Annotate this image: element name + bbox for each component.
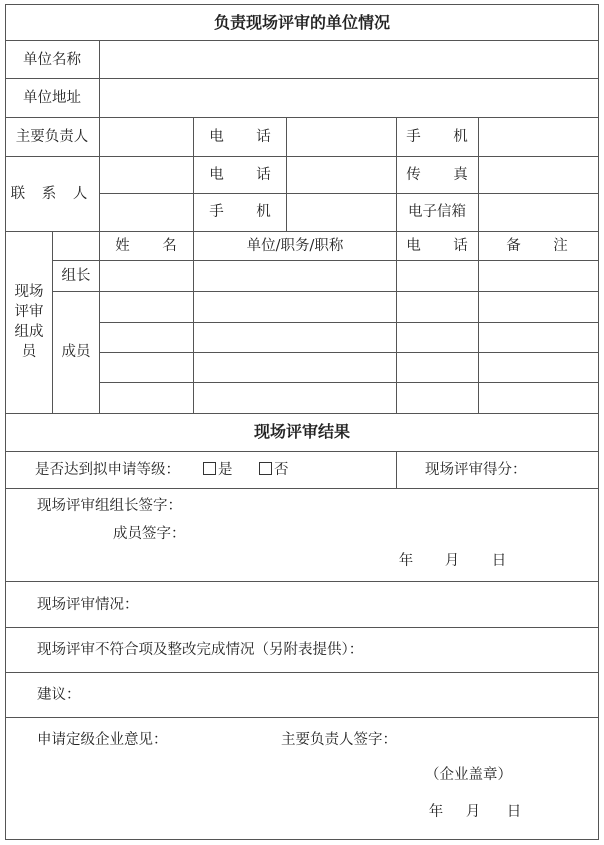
yes-checkbox-box	[203, 462, 216, 475]
member-label: 成员	[61, 344, 91, 360]
unit-name-label: 单位名称	[23, 52, 81, 68]
col-phone-header: 电 话	[406, 238, 482, 254]
team-group-label: 现场评审组成员	[14, 284, 44, 360]
date-month: 月	[444, 553, 460, 569]
col-name-header: 姓 名	[115, 238, 191, 254]
final-date-month: 月	[465, 804, 481, 820]
no-option-label: 否	[274, 462, 289, 478]
phone-label: 电 话	[209, 129, 285, 145]
leader-label: 组长	[61, 268, 91, 284]
col-position-header: 单位/职务/职称	[246, 238, 344, 254]
unit-address-label: 单位地址	[23, 90, 81, 106]
leader-sign-label: 现场评审组组长签字：	[37, 498, 182, 514]
mobile-label: 手 机	[406, 129, 482, 145]
section-title-unit: 负责现场评审的单位情况	[213, 13, 391, 32]
yes-option-label: 是	[218, 462, 233, 478]
company-seal-label: （企业盖章）	[425, 767, 512, 783]
no-checkbox[interactable]	[259, 461, 289, 479]
enterprise-opinion-label: 申请定级企业意见：	[37, 732, 168, 748]
situation-label: 现场评审情况：	[37, 597, 139, 613]
final-date-year: 年	[428, 804, 444, 820]
yes-checkbox[interactable]	[203, 461, 233, 479]
level-question: 是否达到拟申请等级：	[35, 462, 180, 478]
score-label: 现场评审得分：	[425, 462, 527, 478]
contact-phone-label: 电 话	[209, 167, 285, 183]
main-person-label: 主要负责人	[15, 129, 89, 145]
member-sign-label: 成员签字：	[113, 526, 186, 542]
main-person-sign-label: 主要负责人签字：	[281, 732, 397, 748]
final-date-day: 日	[506, 804, 522, 820]
suggestion-label: 建议：	[37, 687, 81, 703]
col-remark-header: 备 注	[506, 238, 582, 254]
evaluation-form	[5, 4, 599, 840]
section-title-result: 现场评审结果	[253, 422, 351, 441]
fax-label: 传 真	[406, 167, 482, 183]
email-label: 电子信箱	[408, 204, 466, 220]
no-checkbox-box	[259, 462, 272, 475]
date-day: 日	[491, 553, 507, 569]
nonconformity-label: 现场评审不符合项及整改完成情况（另附表提供）：	[37, 642, 364, 658]
contact-label: 联 系 人	[10, 186, 94, 202]
contact-mobile-label: 手 机	[209, 204, 285, 220]
date-year: 年	[398, 553, 414, 569]
